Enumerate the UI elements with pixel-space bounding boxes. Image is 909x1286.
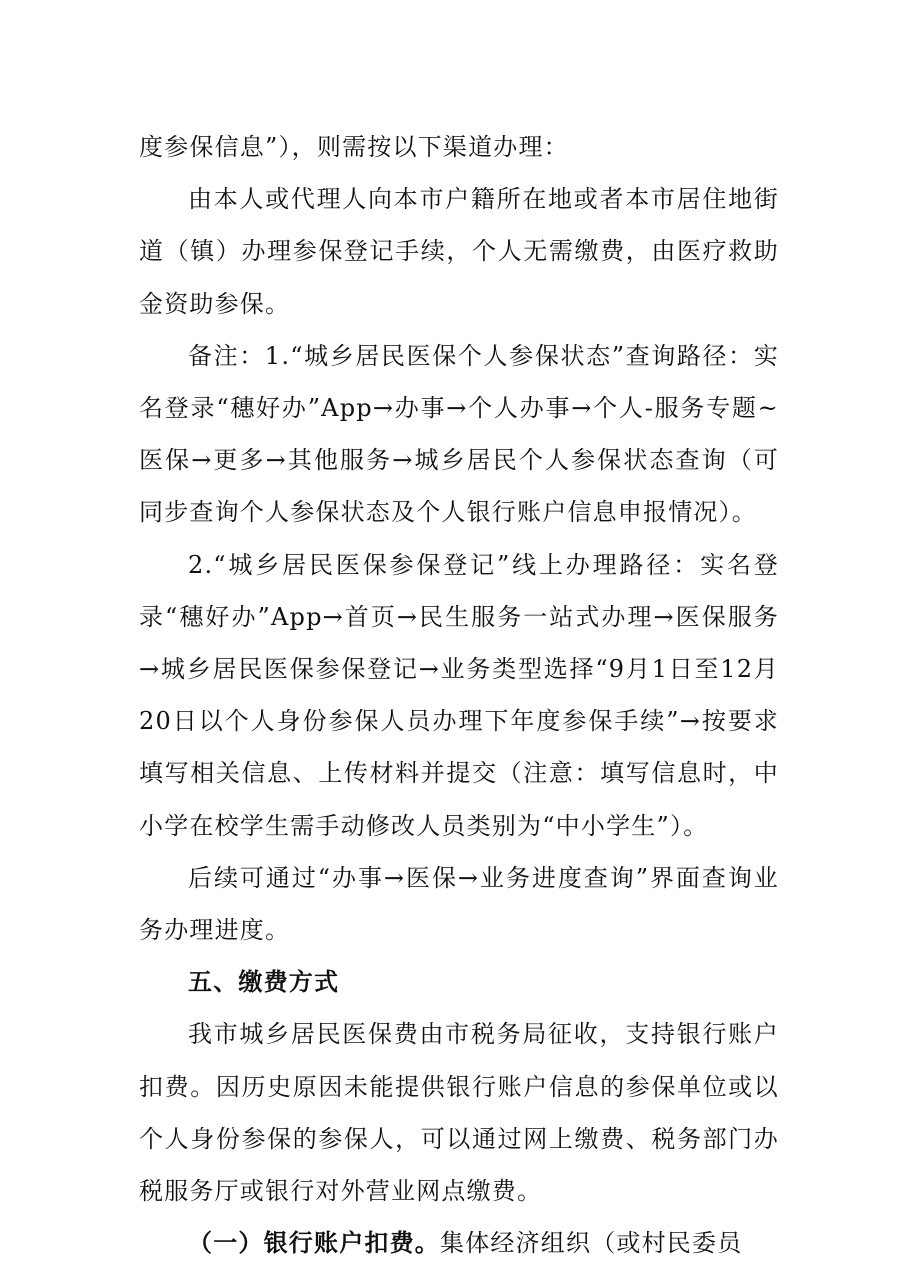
paragraph-continuation: 度参保信息”），则需按以下渠道办理： [139,133,569,161]
subheading-bank-deduction: （一）银行账户扣费。 [188,1228,440,1258]
paragraph-bank-deduction [139,1217,779,1269]
document-body [139,121,779,1269]
paragraph-note-1: 备注：1.“城乡居民医保个人参保状态”查询路径：实名登录“穗好办”App→办事→个人办事→个人-服务专题~医保→更多→其他服务→城乡居民个人参保状态查询（可同步查询个人参保状态及个人银行账户信息申报情况）。 [139,341,779,527]
paragraph-registration: 由本人或代理人向本市户籍所在地或者本市居住地街道（镇）办理参保登记手续，个人无需缴费，由医疗救助金资助参保。 [139,185,779,318]
paragraph-payment-methods: 我市城乡居民医保费由市税务局征收，支持银行账户扣费。因历史原因未能提供银行账户信息的参保单位或以个人身份参保的参保人，可以通过网上缴费、税务部门办税服务厅或银行对外营业网点缴费。 [139,1020,779,1206]
paragraph-note-2: 2.“城乡居民医保参保登记”线上办理路径：实名登录“穗好办”App→首页→民生服务一站式办理→医保服务→城乡居民医保参保登记→业务类型选择“9月1日至12月20日以个人身份参保人员办理下年度参保手续”→按要求填写相关信息、上传材料并提交（注意：填写信息时，中小学在校学生需手动修改人员类别为“中小学生”）。 [139,550,779,840]
paragraph-follow-up: 后续可通过“办事→医保→业务进度查询”界面查询业务办理进度。 [139,863,779,945]
paragraph-bank-deduction-text: 集体经济组织（或村民委员 [440,1229,743,1258]
section-heading-payment: 五、缴费方式 [188,967,340,997]
